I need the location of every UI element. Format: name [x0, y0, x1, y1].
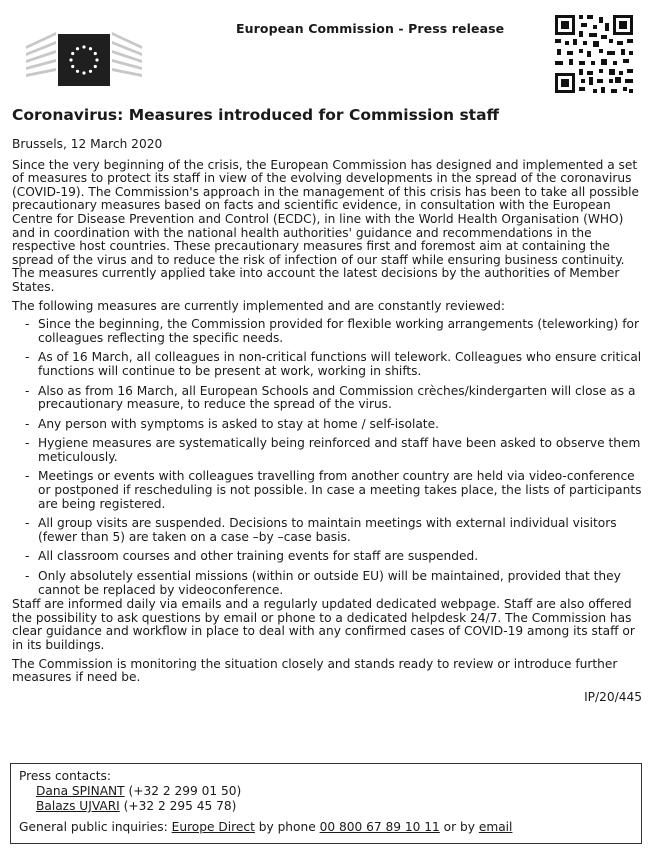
by-phone-text: by phone — [258, 820, 316, 834]
contact-row — [19, 799, 641, 814]
reference-number: IP/20/445 — [584, 689, 642, 704]
european-commission-logo — [24, 22, 144, 88]
list-item: - All classroom courses and other training events for staff are suspended. — [25, 549, 479, 564]
list-item: - Also as from 16 March, all European Schools and Commission crèches/kindergarten will close as a precautionary measure, to reduce the spread of the virus. — [25, 383, 636, 412]
list-intro: The following measures are currently implemented and are constantly reviewed: — [12, 298, 505, 313]
page-title: Coronavirus: Measures introduced for Commission staff — [12, 106, 500, 124]
list-item: - Hygiene measures are systematically being reinforced and staff have been asked to observe them meticulously. — [25, 436, 641, 464]
bullet: - — [25, 549, 30, 564]
bullet: - — [25, 383, 30, 398]
contact-phone: (+32 2 299 01 50) — [128, 784, 242, 798]
bullet: - — [25, 436, 30, 451]
contact-name-link[interactable]: Balazs UJVARI — [36, 799, 120, 813]
list-item: - Only absolutely essential missions (within or outside EU) will be maintained, provided that they cannot be replaced by videoconference. — [25, 569, 621, 597]
list-item: - All group visits are suspended. Decisions to maintain meetings with external individual visitors (fewer than 5) are taken on a case –by –case basis. — [25, 516, 617, 544]
list-item: - Since the beginning, the Commission provided for flexible working arrangements (teleworking) for colleagues reflecting the specific needs. — [25, 317, 640, 345]
press-contacts-box — [10, 763, 642, 844]
press-release-header: European Commission - Press release — [236, 21, 505, 36]
bullet: - — [25, 569, 30, 584]
general-inquiries — [19, 820, 641, 835]
measures-list — [12, 318, 644, 597]
bullet: - — [25, 469, 30, 484]
general-inquiries-label: General public inquiries: — [19, 820, 168, 834]
dateline: Brussels, 12 March 2020 — [12, 137, 163, 151]
contact-phone: (+32 2 295 45 78) — [123, 799, 237, 813]
phone-number-link[interactable]: 00 800 67 89 10 11 — [319, 820, 440, 834]
bullet: - — [25, 350, 30, 365]
bullet: - — [25, 317, 30, 332]
closing-paragraph: The Commission is monitoring the situation closely and stands ready to review or introduce further measures if need be. — [12, 656, 618, 685]
qr-code-icon[interactable] — [553, 13, 635, 95]
staff-info-paragraph: Staff are informed daily via emails and a regularly updated dedicated webpage. Staff are also offered the possibility to ask questions by email or phone to a dedicated helpdesk 24/7. The Commission has clear guidance and workflow in place to deal with any confirmed cases of COVID-19 among its staff or in its buildings. — [12, 597, 635, 652]
article-body — [12, 138, 644, 704]
list-item: - Meetings or events with colleagues travelling from another country are held via video-conference or postponed if rescheduling is not possible. In case a meeting takes place, the lists of participants are being registered. — [25, 469, 642, 511]
contact-name-link[interactable]: Dana SPINANT — [36, 784, 125, 798]
email-link[interactable]: email — [478, 820, 513, 834]
intro-paragraph: Since the very beginning of the crisis, the European Commission has designed and implemented a set of measures to protect its staff in view of the evolving developments in the spread of the coronavirus (COVID-19). The Commission's approach in the management of this crisis has been to take all possible precautionary measures based on facts and scientific evidence, in consultation with the European Centre for Disease Prevention and Control (ECDC), in line with the World Health Organisation (WHO) and in coordination with the national health authorities' guidance and recommendations in the respective host countries. These precautionary measures first and foremost aim at containing the spread of the virus and to reduce the risk of infection of our staff while ensuring business continuity. The measures currently applied take into account the latest decisions by the authorities of Member States. — [12, 157, 640, 294]
or-by-text: or by — [443, 820, 475, 834]
press-contacts-label: Press contacts: — [19, 769, 112, 783]
europe-direct-link[interactable]: Europe Direct — [171, 820, 255, 834]
list-item: - Any person with symptoms is asked to stay at home / self-isolate. — [25, 416, 439, 431]
list-item: - As of 16 March, all colleagues in non-critical functions will telework. Colleagues who ensure critical functions will continue to be present at work, working in shifts. — [25, 350, 642, 378]
contact-row — [19, 784, 641, 799]
bullet: - — [25, 416, 30, 431]
bullet: - — [25, 516, 30, 531]
